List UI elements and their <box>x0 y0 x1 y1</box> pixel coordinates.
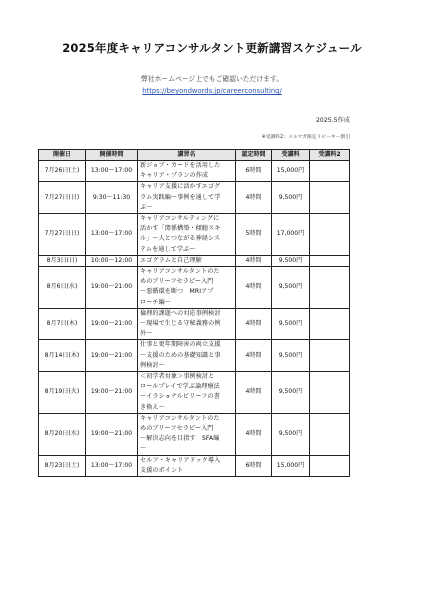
course-line: めのブリーフセラピー入門 <box>140 425 214 433</box>
course-line: 新ジョブ・カードを活用した <box>140 162 221 169</box>
course-line: 外〜 <box>140 330 153 338</box>
fee-footnote: ※受講料2：メルマガ限定リピーター割引 <box>261 135 350 140</box>
header-date: 開催日 <box>39 150 86 161</box>
course-cell <box>138 308 236 340</box>
fee-cell: 9,500円 <box>272 372 310 414</box>
table-row <box>39 267 350 309</box>
course-line: ぶ〜 <box>140 203 153 211</box>
date-cell: 8月3日(日) <box>39 255 86 266</box>
date-cell: 7月27日(日) <box>39 182 86 214</box>
fee-cell: 9,500円 <box>272 308 310 340</box>
date-cell: 8月19日(火) <box>39 372 86 414</box>
time-cell: 13:00〜17:00 <box>86 455 138 476</box>
course-line: 〜悪循環を断つ MRIアプ <box>140 288 214 296</box>
hours-cell: 4時間 <box>236 340 272 372</box>
date-cell: 8月6日(水) <box>39 267 86 309</box>
course-line: 〜解決志向を目指す SFA編 <box>140 435 220 443</box>
date-cell: 8月14日(木) <box>39 340 86 372</box>
time-cell: 13:00〜17:00 <box>86 161 138 182</box>
hours-cell: 4時間 <box>236 255 272 266</box>
header-fee: 受講料 <box>272 150 310 161</box>
hours-cell: 4時間 <box>236 413 272 455</box>
table-row <box>39 214 350 256</box>
table-row <box>39 372 350 414</box>
table-body <box>39 161 350 477</box>
fee-cell: 17,000円 <box>272 214 310 256</box>
course-line: めのブリーフセラピー入門 <box>140 278 214 286</box>
hours-cell: 6時間 <box>236 455 272 476</box>
website-note: 弊社ホームページ上でもご確認いただけます。 <box>140 75 284 83</box>
fee-cell: 9,500円 <box>272 340 310 372</box>
time-cell: 19:00〜21:00 <box>86 340 138 372</box>
time-cell: 19:00〜21:00 <box>86 372 138 414</box>
fee-cell: 15,000円 <box>272 161 310 182</box>
fee-cell: 9,500円 <box>272 182 310 214</box>
created-date: 2025.5作成 <box>315 117 350 124</box>
fee2-cell <box>310 413 350 455</box>
website-link[interactable]: https://beyondwords.jp/careerconsulting/ <box>142 87 282 95</box>
hours-cell: 4時間 <box>236 182 272 214</box>
course-cell <box>138 267 236 309</box>
fee2-cell <box>310 372 350 414</box>
course-line: ロールプレイで学ぶ論理療法 <box>140 383 220 391</box>
course-cell <box>138 455 236 476</box>
document-title: 2025年度キャリアコンサルタント更新講習スケジュール <box>62 41 362 55</box>
table-row <box>39 413 350 455</box>
fee-cell: 9,500円 <box>272 255 310 266</box>
course-line: キャリア・プランの作成 <box>140 172 209 180</box>
header-hours: 認定時間 <box>236 150 272 161</box>
hours-cell: 4時間 <box>236 372 272 414</box>
course-line: ル」〜人とつながる神経シス <box>140 235 221 243</box>
time-cell: 19:00〜21:00 <box>86 413 138 455</box>
table-row <box>39 340 350 372</box>
hours-cell: 5時間 <box>236 214 272 256</box>
course-line: キャリアコンサルタントのた <box>140 414 220 422</box>
date-cell: 7月27日(日) <box>39 214 86 256</box>
course-cell <box>138 340 236 372</box>
time-cell: 10:00〜12:00 <box>86 255 138 266</box>
course-line: キャリアコンサルタントのた <box>140 268 220 276</box>
fee2-cell <box>310 161 350 182</box>
hours-cell: 6時間 <box>236 161 272 182</box>
fee2-cell <box>310 455 350 476</box>
course-cell <box>138 182 236 214</box>
course-line: ラム実践編〜事例を通して学 <box>140 193 221 201</box>
time-cell: 19:00〜21:00 <box>86 308 138 340</box>
header-fee2: 受講料2 <box>310 150 350 161</box>
course-line: ＜初学者対象＞事例検討と <box>140 373 215 381</box>
fee-cell: 9,500円 <box>272 267 310 309</box>
course-cell <box>138 372 236 414</box>
course-cell <box>138 255 236 266</box>
header-course: 講習名 <box>138 150 236 161</box>
course-line: 〜 <box>140 445 147 453</box>
fee2-cell <box>310 308 350 340</box>
course-line: 〜現場で生じる守秘義務の例 <box>140 320 221 328</box>
course-line: き換え〜 <box>140 403 165 411</box>
date-cell: 8月23日(土) <box>39 455 86 476</box>
fee2-cell <box>310 340 350 372</box>
course-line: 支援のポイント <box>140 466 184 474</box>
time-cell: 9:30〜11:30 <box>86 182 138 214</box>
fee2-cell <box>310 214 350 256</box>
course-line: 例検討〜 <box>140 361 165 369</box>
date-cell: 7月26日(土) <box>39 161 86 182</box>
fee-cell: 9,500円 <box>272 413 310 455</box>
course-line: セルフ・キャリアドック導入 <box>140 456 221 464</box>
table-row <box>39 161 350 182</box>
time-cell: 19:00〜21:00 <box>86 267 138 309</box>
fee2-cell <box>310 267 350 309</box>
course-line: 〜イラショナルビリーフの書 <box>140 393 220 401</box>
fee2-cell <box>310 182 350 214</box>
course-line: 仕事と更年期障害の両立支援 <box>140 341 221 349</box>
hours-cell: 4時間 <box>236 267 272 309</box>
fee2-cell <box>310 255 350 266</box>
table-header-row <box>39 150 350 161</box>
table-row <box>39 455 350 476</box>
course-line: キャリアコンサルティングに <box>140 215 220 223</box>
course-cell <box>138 413 236 455</box>
schedule-table <box>38 149 350 477</box>
header-time: 開催時間 <box>86 150 138 161</box>
hours-cell: 4時間 <box>236 308 272 340</box>
table-row <box>39 308 350 340</box>
table-row <box>39 255 350 266</box>
course-line: ローチ編〜 <box>140 298 171 306</box>
date-cell: 8月20日(水) <box>39 413 86 455</box>
course-line: エゴグラムと自己理解 <box>140 256 202 264</box>
course-line: 活かす「関係構築・傾聴スキ <box>140 225 221 233</box>
course-line: テムを通して学ぶ〜 <box>140 245 196 253</box>
course-line: 〜支援のための基礎知識と事 <box>140 351 221 359</box>
course-line: 倫理的課題への対応事例検討 <box>140 309 221 317</box>
fee-cell: 15,000円 <box>272 455 310 476</box>
table-row <box>39 182 350 214</box>
course-line: キャリア支援に活かすエゴグ <box>140 183 221 191</box>
date-cell: 8月7日(木) <box>39 308 86 340</box>
time-cell: 13:00〜17:00 <box>86 214 138 256</box>
course-cell <box>138 161 236 182</box>
course-cell <box>138 214 236 256</box>
